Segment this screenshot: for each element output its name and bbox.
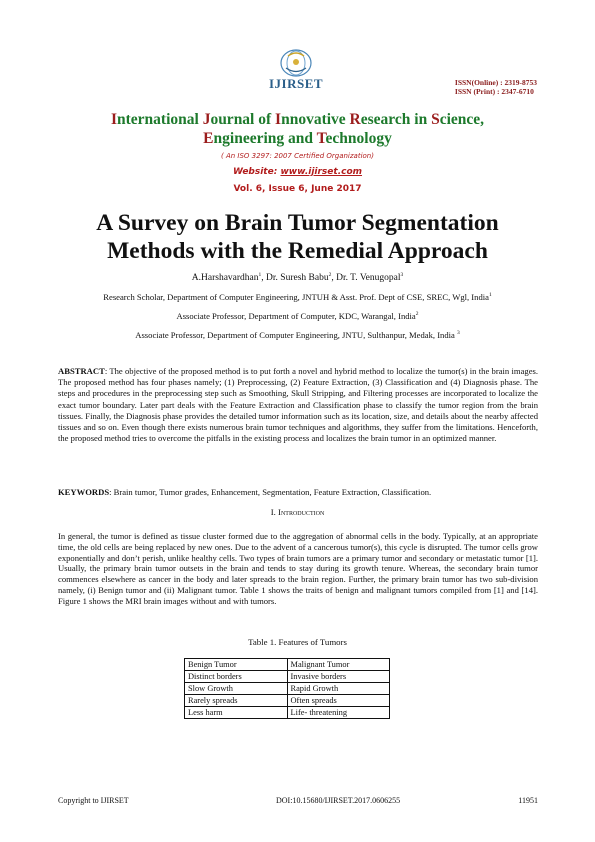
footer-page-number: 11951 [518,796,538,805]
logo-text: IJIRSET [268,76,324,91]
journal-title-word: echnology [325,130,392,147]
table-cell: Life- threatening [287,707,390,719]
journal-title-capital: I [110,111,117,128]
website-line [0,167,595,177]
affiliation-sup: 2 [415,311,419,318]
section-number: I. [270,507,279,517]
features-table [184,658,390,719]
journal-title-capital: T [316,130,326,147]
journal-title-capital: I [275,111,282,128]
journal-title-capital: R [349,111,361,128]
issn-block [455,78,537,96]
author-list [0,272,595,283]
affiliation-text: Associate Professor, Department of Computer Engineering, JNTU, Sulthanpur, Medak, India [135,330,457,340]
table-row [185,695,390,707]
table-cell: Invasive borders [287,671,390,683]
author-sup: 3 [400,272,404,278]
table-cell: Less harm [185,707,288,719]
journal-title-word: cience, [439,111,485,128]
issn-print: ISSN (Print) : 2347-6710 [454,87,534,96]
journal-title-capital: E [203,130,214,147]
affiliation-1 [0,292,595,302]
author-sup: 1 [258,272,262,278]
author-name: Dr. T. Venugopal [336,273,401,284]
keywords [58,487,538,498]
abstract [58,366,538,444]
section-heading [0,507,595,517]
section-title: Introduction [278,507,325,517]
journal-title-line2 [0,129,595,148]
journal-title-capital: J [202,111,211,128]
affiliation-sup: 3 [457,330,460,337]
table-row [185,707,390,719]
table-cell: Malignant Tumor [287,659,390,671]
affiliation-2 [0,311,595,321]
paper-title-line2: Methods with the Remedial Approach [107,238,488,264]
footer-doi: DOI:10.15680/IJIRSET.2017.0606255 [276,796,401,805]
website-link[interactable]: www.ijirset.com [280,167,363,177]
journal-title-word: nnovative [281,111,350,128]
table-caption: Table 1. Features of Tumors [248,637,347,647]
table-cell: Benign Tumor [185,659,288,671]
table-row [185,683,390,695]
paper-title-line1: A Survey on Brain Tumor Segmentation [96,210,499,236]
certification-note: ( An ISO 3297: 2007 Certified Organization) [221,152,374,160]
affiliation-sup: 1 [488,292,492,299]
table-cell: Rapid Growth [287,683,390,695]
journal-title-word: ngineering and [213,130,317,147]
keywords-text: : Brain tumor, Tumor grades, Enhancement, Segmentation, Feature Extraction, Classification. [109,487,432,497]
journal-title-capital: S [431,111,440,128]
journal-title-word: esearch in [360,111,432,128]
author-separator: , [331,273,337,284]
logo-emblem-icon [278,48,314,78]
intro-paragraph: In general, the tumor is defined as tissue cluster formed due to the aggregation of abnormal cells in the body. Typically, at an appropriate time, the old cells are being replaced by new ones. Due to the advent of a cancerous tumor(s), this cycle is disrupted. The tumor cells grow exponentially and don’t perish, unlike healthy cells. Two types of brain tumors are a primary tumor and secondary or metastatic tumor [1]. Usually, the primary brain tumor outsets in the brain and tends to stay during its growth tenure. Whereas, the secondary brain tumor commences elsewhere as cancer in the body and later spreads to the brain region. Further, the primary brain tumor has two sub-division namely, (i) Benign tumor and (ii) Malignant tumor. Table 1 shows the traits of benign and malignant tumors compiled from [1] and [14]. Figure 1 shows the MRI brain images without and with tumors. [58,531,538,606]
keywords-label: KEYWORDS [58,487,110,497]
journal-logo [265,48,327,90]
table-cell: Rarely spreads [185,695,288,707]
journal-title-word: ournal of [210,111,276,128]
affiliation-text: Associate Professor, Department of Computer, KDC, Warangal, India [176,311,416,321]
abstract-text: : The objective of the proposed method is to put forth a novel and hybrid method to localize the tumor(s) in the brain images. The proposed method has four phases namely; (1) Preprocessing, (2) Feature Extraction, (3) Classification and (4) Diagnosis phase. The steps and procedures in the preprocessing step such as Smoothing, Skull Stripping, and Filtering processes are incorporated to localize the exact tumor boundary. Later part deals with the Feature Extraction and Classification phase to classify the tumor region from the brain tissues. Finally, the Diagnosis phase provides the detailed tumor information such as its location, size, and details about the nearby affected tissues and so on. Even though there exists numerous brain tumor techniques and algorithms, they suffer from the limitations. Henceforth, the proposed method tries to overcome the pitfalls in the existing process and localizes the brain tumor in an optimized manner. [58,366,538,444]
website-label: Website: [232,167,281,177]
issn-online: ISSN(Online) : 2319-8753 [454,78,537,87]
affiliation-3 [0,330,595,340]
paper-title [0,209,595,265]
volume-issue: Vol. 6, Issue 6, June 2017 [233,184,362,194]
abstract-label: ABSTRACT [58,366,105,376]
table-cell: Slow Growth [185,683,288,695]
author-name: Dr. Suresh Babu [266,273,329,284]
table-row [185,659,390,671]
journal-title-line1 [0,110,595,129]
author-name: A.Harshavardhan [191,273,259,284]
journal-title-word: nternational [117,111,203,128]
table-cell: Distinct borders [185,671,288,683]
footer-copyright: Copyright to IJIRSET [58,796,129,805]
table-cell: Often spreads [287,695,390,707]
table-row [185,671,390,683]
author-sup: 2 [328,272,332,278]
author-separator: , [261,273,267,284]
affiliation-text: Research Scholar, Department of Computer Engineering, JNTUH & Asst. Prof. Dept of CSE, SREC, Wgl, India [103,292,489,302]
